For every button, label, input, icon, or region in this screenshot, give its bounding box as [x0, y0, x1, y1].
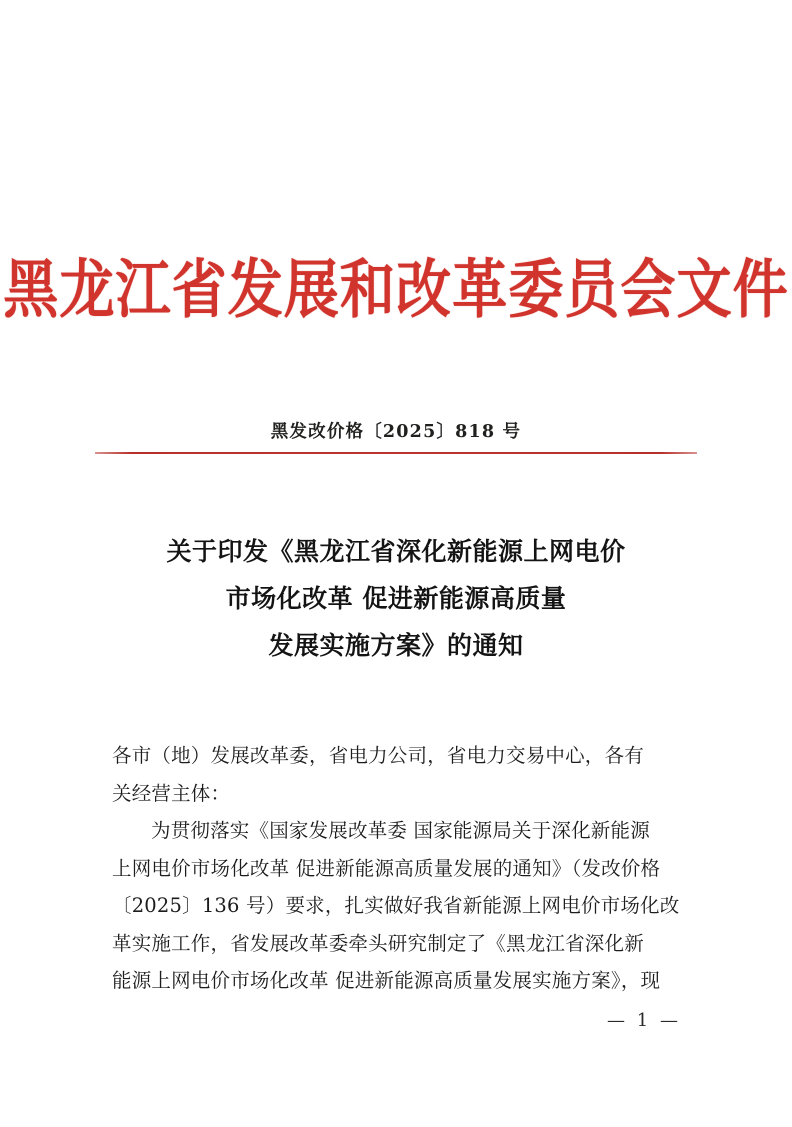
paragraph-line-3: 〔2025〕136 号）要求，扎实做好我省新能源上网电价市场化改 [112, 894, 680, 917]
addressee-paragraph [112, 737, 700, 812]
title-line-2: 市场化改革 促进新能源高质量 [225, 584, 567, 613]
title-line-3: 发展实施方案》的通知 [268, 631, 524, 660]
masthead [0, 251, 792, 327]
document-serial-number: 黑发改价格〔2025〕818 号 [270, 422, 522, 442]
addressee-line-2: 关经营主体： [112, 781, 231, 805]
title-line-1: 关于印发《黑龙江省深化新能源上网电价 [166, 537, 626, 566]
paragraph-line-5: 能源上网电价市场化改革 促进新能源高质量发展实施方案》，现 [112, 969, 661, 992]
document-title [96, 528, 696, 669]
paragraph-line-1: 为贯彻落实《国家发展改革委 国家能源局关于深化新能源 [151, 819, 650, 842]
addressee-line-1: 各市（地）发展改革委，省电力公司，省电力交易中心，各有 [112, 744, 644, 767]
document-body [112, 737, 700, 1000]
paragraph-line-4: 革实施工作，省发展改革委牵头研究制定了《黑龙江省深化新 [112, 931, 644, 955]
main-paragraph [112, 812, 700, 1000]
paragraph-line-2: 上网电价市场化改革 促进新能源高质量发展的通知》（发改价格 [112, 856, 661, 880]
page-number-footer [0, 1010, 792, 1031]
page-number-value: — 1 — [607, 1010, 681, 1031]
red-separator-rule [95, 452, 697, 454]
issuing-agency-masthead: 黑龙江省发展和改革委员会文件 [3, 251, 789, 327]
